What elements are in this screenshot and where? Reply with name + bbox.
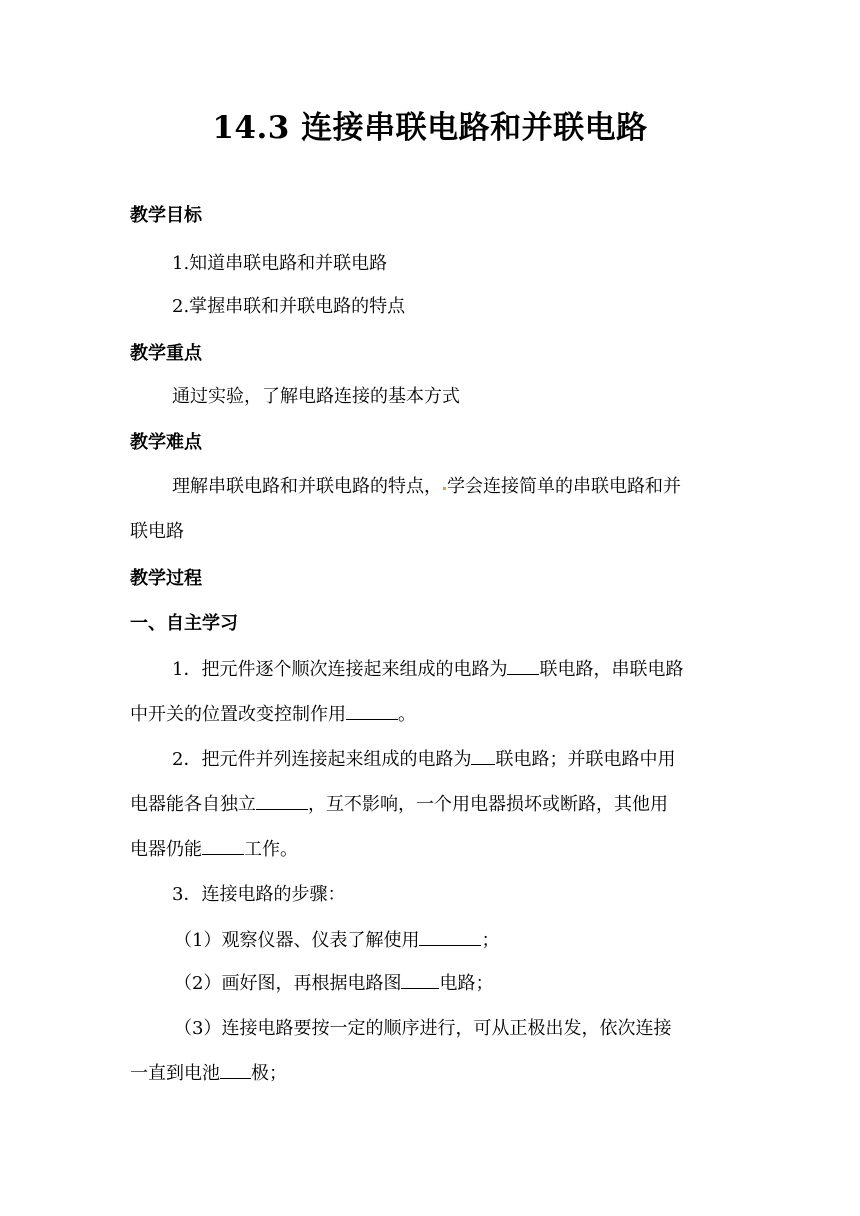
step-2-text-a: （2）画好图，再根据电路图	[174, 973, 402, 994]
question-1-text-b: 联电路，串联电路	[539, 659, 684, 680]
blank-line	[507, 656, 539, 675]
step-3-line-2-text-b: 极；	[251, 1063, 287, 1084]
question-1-text-a: 1．把元件逐个顺次连接起来组成的电路为	[172, 659, 508, 680]
question-2-line-3-text-a: 电器仍能	[130, 839, 202, 860]
key-point-text: 通过实验，了解电路连接的基本方式	[172, 386, 460, 407]
step-3-line-2-text-a: 一直到电池	[130, 1063, 220, 1084]
question-3: 3．连接电路的步骤：	[172, 884, 346, 905]
objective-2: 2.掌握串联和并联电路的特点	[172, 296, 406, 317]
blank-line	[220, 1060, 251, 1079]
difficulty-text-part-1: 理解串联电路和并联电路的特点，	[172, 476, 442, 497]
blank-line	[256, 791, 308, 810]
step-1	[174, 927, 774, 955]
step-1-text-b: ；	[481, 930, 500, 951]
objectives-heading: 教学目标	[130, 205, 202, 226]
question-2-line-1	[172, 746, 772, 774]
question-2-line-2	[130, 791, 730, 819]
process-heading: 教学过程	[130, 568, 202, 589]
difficulty-text-part-2: 学会连接简单的串联电路和并	[447, 476, 681, 497]
difficulty-text-line-1	[172, 473, 772, 501]
objective-1: 1.知道串联电路和并联电路	[172, 253, 388, 274]
question-1-line-2-text-b: 。	[398, 704, 416, 725]
step-1-text-a: （1）观察仪器、仪表了解使用	[174, 930, 420, 951]
step-2	[174, 970, 774, 998]
question-2-line-3-text-b: 工作。	[244, 839, 298, 860]
blank-line	[401, 970, 439, 989]
question-2-text-a: 2．把元件并列连接起来组成的电路为	[172, 749, 472, 770]
text-mark	[443, 487, 446, 490]
blank-line	[346, 701, 398, 720]
step-3-line-2	[130, 1060, 730, 1088]
page-title: 14.3 连接串联电路和并联电路	[212, 110, 648, 146]
question-1-line-2	[130, 701, 730, 729]
question-1-line-1	[172, 656, 772, 684]
step-3-line-1: （3）连接电路要按一定的顺序进行，可从正极出发，依次连接	[174, 1018, 672, 1039]
question-2-line-2-text-b: ，互不影响，一个用电器损坏或断路，其他用	[308, 794, 668, 815]
question-2-line-2-text-a: 电器能各自独立	[130, 794, 256, 815]
question-1-line-2-text-a: 中开关的位置改变控制作用	[130, 704, 346, 725]
difficulty-heading: 教学难点	[130, 432, 202, 453]
difficulty-text-line-2: 联电路	[130, 521, 184, 542]
blank-line	[419, 927, 481, 946]
self-study-heading: 一、自主学习	[130, 613, 238, 634]
key-point-heading: 教学重点	[130, 343, 202, 364]
blank-line	[471, 746, 495, 765]
blank-line	[202, 836, 244, 855]
question-2-text-b: 联电路；并联电路中用	[495, 749, 676, 770]
step-2-text-b: 电路；	[439, 973, 494, 994]
question-2-line-3	[130, 836, 730, 864]
